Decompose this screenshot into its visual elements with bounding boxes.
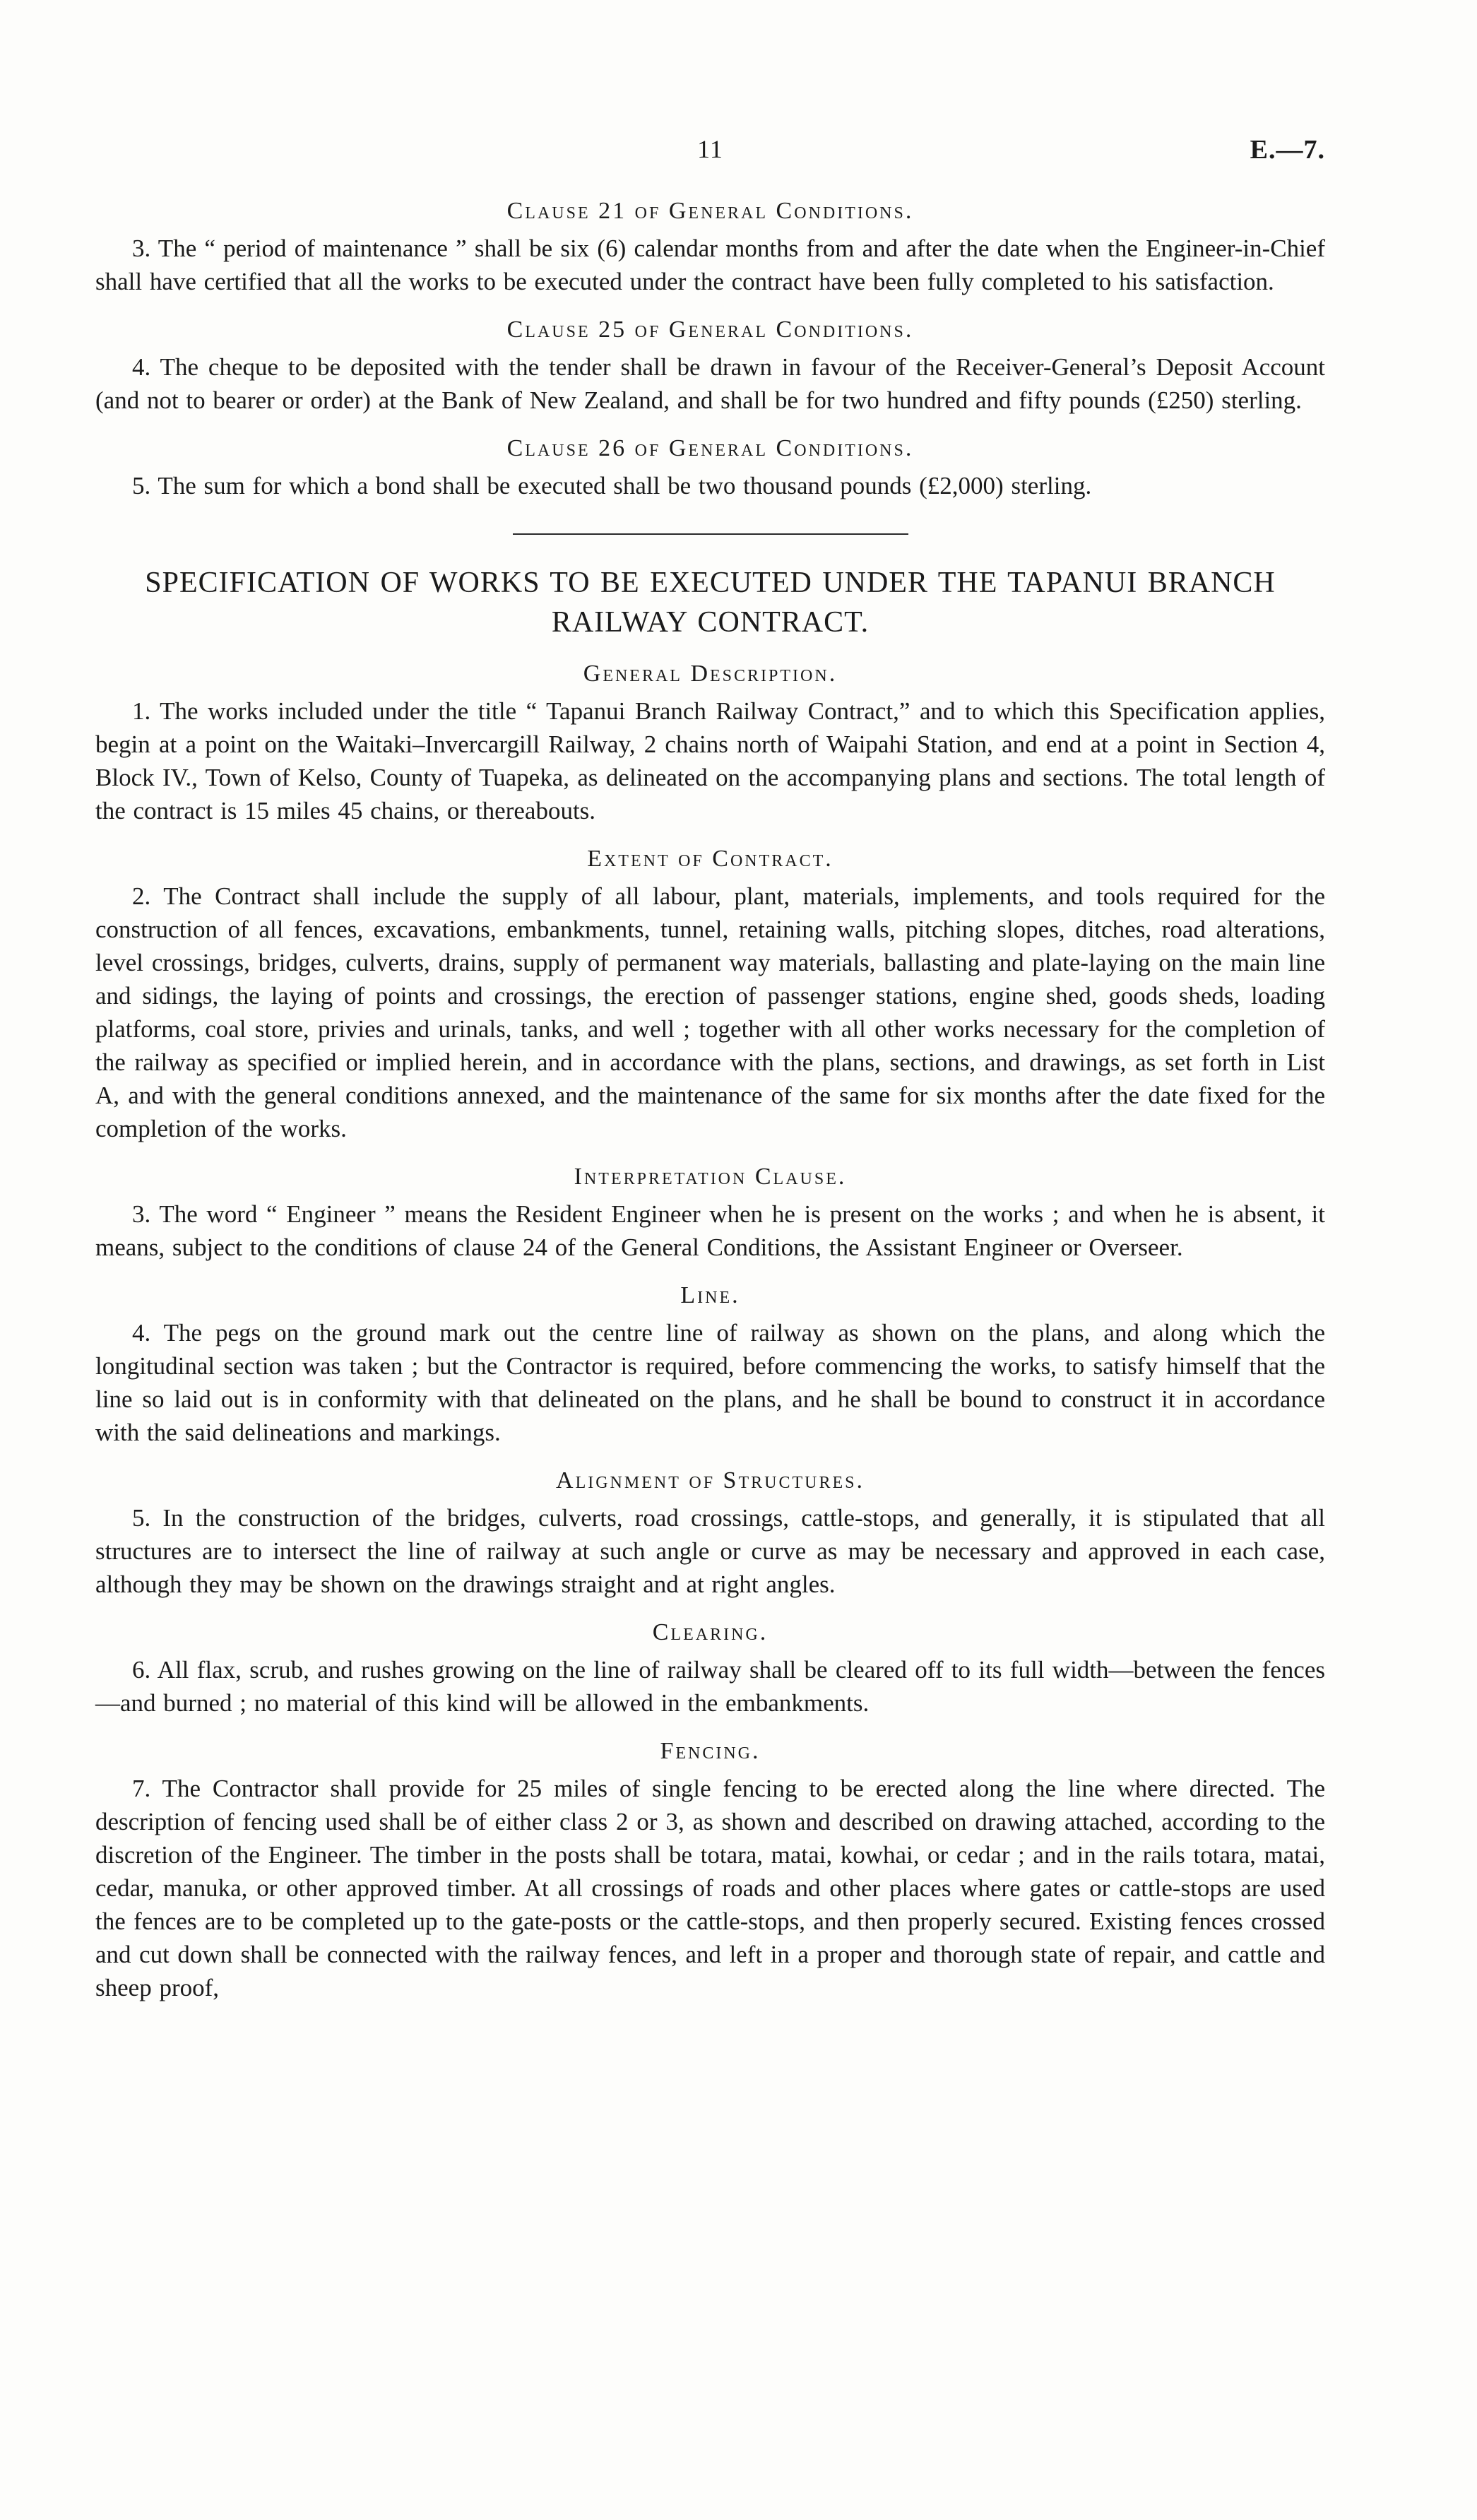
section-heading: Clearing.	[652, 1619, 769, 1645]
clause-26-section	[95, 435, 1325, 502]
document-content	[95, 198, 1325, 2004]
paragraph: 6. All flax, scrub, and rushes growing on the line of railway shall be cleared off to its full width—between the fences—and burned ; no material of this kind will be allowed in the embankments.	[95, 1656, 1325, 1717]
extent-of-contract-section	[95, 846, 1325, 1145]
paragraph: 5. The sum for which a bond shall be executed shall be two thousand pounds (£2,000) sterling.	[132, 472, 1092, 499]
interpretation-clause-section	[95, 1164, 1325, 1264]
main-title: SPECIFICATION OF WORKS TO BE EXECUTED UNDER THE TAPANUI BRANCH RAILWAY CONTRACT.	[145, 567, 1276, 639]
clause-21-section	[95, 198, 1325, 298]
page-header	[95, 134, 1325, 171]
paragraph: 3. The word “ Engineer ” means the Resident Engineer when he is present on the works ; and when he is absent, it means, subject to the conditions of clause 24 of the General Conditions, the Assistant Engineer or Overseer.	[95, 1200, 1325, 1261]
paragraph: 4. The pegs on the ground mark out the centre line of railway as shown on the plans, and along which the longitudinal section was taken ; but the Contractor is required, before commencing the works, to satisfy himself that the line so laid out is in conformity with that delineated on the plans, and he shall be bound to construct it in accordance with the said delineations and markings.	[95, 1319, 1325, 1446]
paragraph: 2. The Contract shall include the supply of all labour, plant, materials, implements, and tools required for the construction of all fences, excavations, embankments, tunnel, retaining walls, pitching slopes, ditches, road alterations, level crossings, bridges, culverts, drains, supply of permanent way materials, ballasting and plate-laying on the main line and sidings, the laying of points and crossings, the erection of passenger stations, engine shed, goods sheds, loading platforms, coal store, privies and urinals, tanks, and well ; together with all other works necessary for the completion of the railway as specified or implied herein, and in accordance with the plans, sections, and drawings, as set forth in List A, and with the general conditions annexed, and the maintenance of the same for six months after the date fixed for the completion of the works.	[95, 882, 1325, 1142]
section-heading: Fencing.	[660, 1738, 761, 1764]
page-number: 11	[697, 135, 723, 163]
section-heading: General Description.	[583, 661, 838, 687]
section-heading: Clause 26 of General Conditions.	[506, 435, 914, 461]
section-heading: Alignment of Structures.	[556, 1467, 865, 1493]
fencing-section	[95, 1738, 1325, 2004]
alignment-of-structures-section	[95, 1467, 1325, 1601]
issue-code: E.—7.	[1250, 135, 1325, 165]
paragraph: 7. The Contractor shall provide for 25 miles of single fencing to be erected along the line where directed. The description of fencing used shall be of either class 2 or 3, as shown and described on drawing attached, according to the discretion of the Engineer. The timber in the posts shall be totara, matai, kowhai, or cedar ; and in the rails totara, matai, cedar, manuka, or other approved timber. At all crossings of roads and other places where gates or cattle-stops are used the fences are to be completed up to the gate-posts or the cattle-stops, and then properly secured. Existing fences crossed and cut down shall be connected with the railway fences, and left in a proper and thorough state of repair, and cattle and sheep proof,	[95, 1775, 1325, 2001]
paragraph: 4. The cheque to be deposited with the tender shall be drawn in favour of the Receiver-General’s Deposit Account (and not to bearer or order) at the Bank of New Zealand, and shall be for two hundred and fifty pounds (£250) sterling.	[95, 353, 1325, 414]
section-heading: Extent of Contract.	[587, 846, 834, 872]
paragraph: 5. In the construction of the bridges, culverts, road crossings, cattle-stops, and generally, it is stipulated that all structures are to intersect the line of railway at such angle or curve as may be necessary and approved in each case, although they may be shown on the drawings straight and at right angles.	[95, 1504, 1325, 1598]
clearing-section	[95, 1619, 1325, 1720]
line-section	[95, 1282, 1325, 1449]
paragraph: 1. The works included under the title “ Tapanui Branch Railway Contract,” and to which this Specification applies, begin at a point on the Waitaki–Invercargill Railway, 2 chains north of Waipahi Station, and end at a point in Section 4, Block IV., Town of Kelso, County of Tuapeka, as delineated on the accompanying plans and sections. The total length of the contract is 15 miles 45 chains, or thereabouts.	[95, 697, 1325, 824]
section-heading: Clause 21 of General Conditions.	[506, 198, 914, 224]
section-heading: Line.	[680, 1282, 740, 1308]
clause-25-section	[95, 317, 1325, 417]
paragraph: 3. The “ period of maintenance ” shall be six (6) calendar months from and after the date when the Engineer-in-Chief shall have certified that all the works to be executed under the contract have been fully completed to his satisfaction.	[95, 235, 1325, 295]
section-heading: Interpretation Clause.	[574, 1164, 847, 1190]
section-heading: Clause 25 of General Conditions.	[506, 317, 914, 343]
section-divider	[513, 533, 908, 535]
general-description-section	[95, 661, 1325, 827]
